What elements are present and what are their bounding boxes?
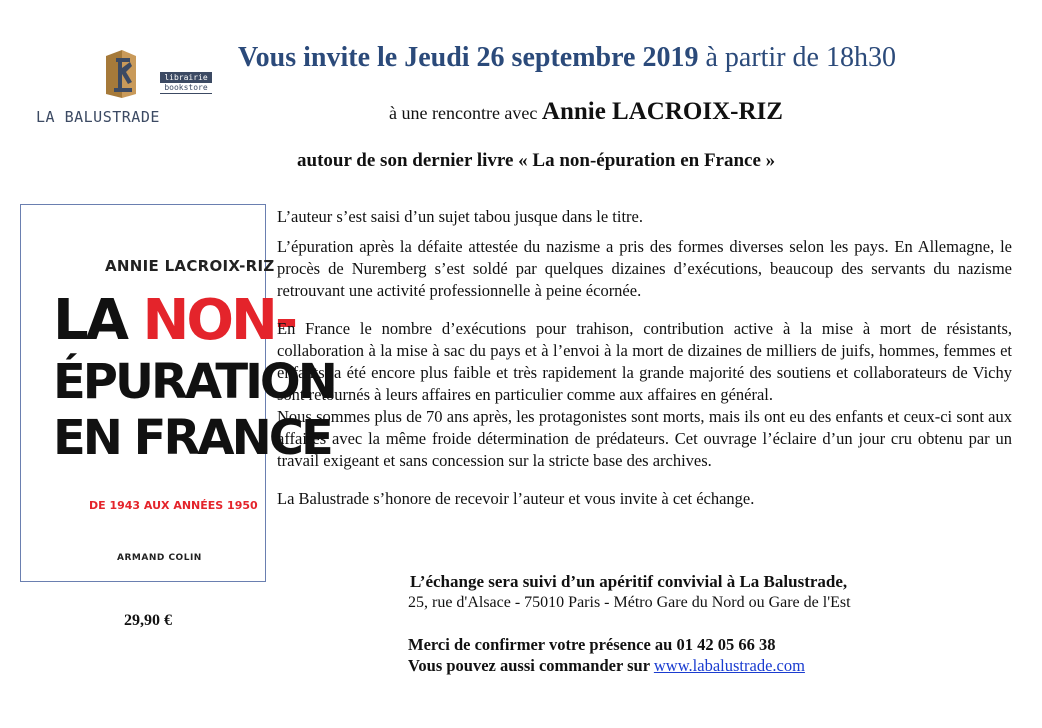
paragraph-today: Nous sommes plus de 70 ans après, les protagonistes sont morts, mais ils ont eu des enfants et ceux-ci sont aux affaires avec la même froide détermination de prédateurs. Cet ouvrage l’éclaire d’un jour cru obtenu par un travail exigeant et sans concession sur la stricte base des archives.	[277, 407, 1012, 470]
cover-title-non: NON-	[142, 288, 296, 353]
paragraph-intro: L’auteur s’est saisi d’un sujet tabou jusque dans le titre.	[277, 207, 643, 226]
invitation-headline	[238, 42, 896, 74]
cover-title-line2: ÉPURATION	[53, 354, 335, 410]
cover-title-la: LA	[53, 288, 143, 353]
librairie-badge	[160, 72, 212, 94]
cover-publisher: ARMAND COLIN	[117, 553, 202, 563]
meeting-prefix: à une rencontre avec	[389, 103, 542, 123]
description-text	[277, 206, 1012, 510]
cover-title-line1	[53, 288, 296, 353]
order-prefix: Vous pouvez aussi commander sur	[408, 656, 654, 675]
book-price: 29,90 €	[124, 612, 172, 629]
bookstore-logo	[30, 44, 220, 134]
cover-author: ANNIE LACROIX-RIZ	[105, 257, 275, 275]
author-name: Annie LACROIX-RIZ	[541, 98, 783, 125]
book-title-line: autour de son dernier livre « La non-épuration en France »	[297, 150, 776, 171]
website-link[interactable]: www.labalustrade.com	[653, 656, 805, 675]
rsvp-phone-line: Merci de confirmer votre présence au 01 42 05 66 38	[408, 635, 776, 654]
paragraph-france: En France le nombre d’exécutions pour trahison, contribution active à la mise à mort de résistants, collaboration à la mise à sac du pays et à l’envoi à la mort de dizaines de milliers de juifs, hommes, femmes et enfants, a été encore plus faible et très rapidement la grande majorité des soutiens et collaborateurs de Vichy sont retournés à leurs affaires en particulier comme aux affaires en général.	[277, 319, 1012, 404]
store-address: 25, rue d'Alsace - 75010 Paris - Métro Gare du Nord ou Gare de l'Est	[408, 594, 851, 611]
paragraph-germany: L’épuration après la défaite attestée du nazisme a pris des formes diverses selon les pays. En Allemagne, le procès de Nuremberg s’est soldé par quelques dizaines d’exécutions, beaucoup des servants du nazisme retrouvant une activité professionnelle à peine écornée.	[277, 237, 1012, 300]
headline-time: à partir de 18h30	[698, 42, 896, 73]
rsvp-block	[408, 634, 805, 676]
badge-top-text: librairie	[160, 73, 212, 83]
cover-title-line3: EN FRANCE	[53, 410, 331, 466]
paragraph-invitation: La Balustrade s’honore de recevoir l’auteur et vous invite à cet échange.	[277, 489, 755, 508]
logo-wordmark: LA BALUSTRADE	[36, 108, 160, 126]
meeting-line	[389, 98, 783, 126]
book-cover	[20, 204, 335, 582]
badge-bottom-text: bookstore	[164, 83, 208, 92]
headline-date: Vous invite le Jeudi 26 septembre 2019	[238, 42, 699, 73]
aperitif-note: L’échange sera suivi d’un apéritif convivial à La Balustrade,	[410, 572, 848, 591]
cover-subtitle: DE 1943 AUX ANNÉES 1950	[89, 499, 258, 512]
order-line	[408, 655, 805, 676]
balustrade-logo-icon	[102, 48, 142, 100]
